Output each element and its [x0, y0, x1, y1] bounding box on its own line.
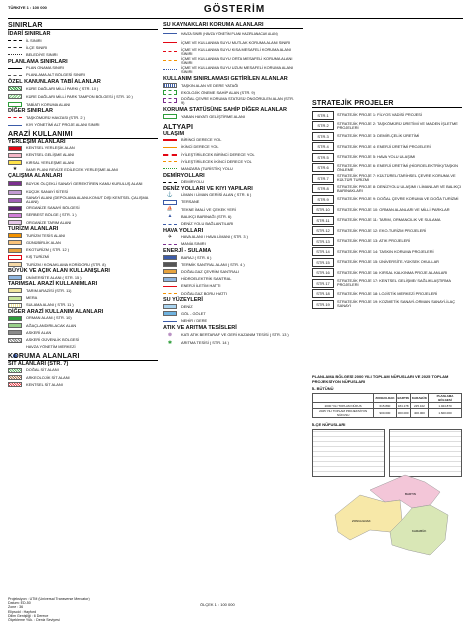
strategic-project-item	[312, 278, 462, 289]
strategic-project-label: STRATEJİK PROJE 1: FİLYOS VADİSİ PROJESİ	[337, 112, 422, 118]
sub-su-yuzey: SU YÜZEYLERİ	[163, 297, 203, 304]
strategic-project-code: STR.1	[312, 111, 334, 120]
strategic-project-label: STRATEJİK PROJE 16: KIRSAL KALKINMA PROJE ALANLARI	[337, 269, 448, 275]
legend-row: TERMİK SANTRAL ALANI ( STR. 4 )	[163, 261, 303, 268]
outline-swatch	[163, 114, 177, 119]
sub-enerji: ENERJİ - SULAMA	[163, 248, 212, 254]
border-line-icon	[8, 117, 22, 118]
sub-planlama: PLANLAMA SINIRLARI	[8, 58, 68, 65]
strategic-project-code: STR.16	[312, 268, 334, 277]
color-swatch	[8, 146, 22, 151]
strategic-project-label: STRATEJİK PROJE 14: TASKIN KORUMA PROJELERİ	[337, 248, 434, 254]
footer-line: Datum: ED-50	[8, 601, 31, 606]
legend-row: KIRSAL YERLEŞME ALANI	[8, 159, 158, 166]
strategic-project-code: STR.12	[312, 226, 334, 235]
color-swatch	[8, 275, 22, 280]
map-label: KARABÜK	[412, 529, 427, 533]
legend-row: BÜYÜK ÖLÇEKLİ SANAYİ GEREKTİREN KAMU KURULUŞ ALANI	[8, 179, 158, 188]
color-swatch	[8, 206, 22, 211]
waste-icon: ⊗	[167, 331, 173, 338]
outline-swatch	[8, 255, 22, 260]
legend-row: HAVZA SINIRI (HAVZA YÖNETİM PLANI HAZIRLANACAK ALAN)	[163, 29, 303, 38]
color-swatch	[163, 277, 177, 282]
legend-row: ÜNİVERSİTE ALANI ( STR. 15 )	[8, 274, 158, 281]
strategic-project-label: STRATEJİK PROJE 17: KENTSEL GELİŞME/ SAĞLIKLAŞTIRMA PROJELERİ	[337, 278, 451, 288]
color-swatch	[8, 262, 22, 267]
color-swatch	[8, 181, 22, 186]
strategic-project-code: STR.3	[312, 132, 334, 141]
center-dot-icon	[8, 345, 22, 350]
strategic-project-item	[312, 299, 462, 310]
strategic-project-code: STR.9	[312, 195, 334, 204]
legend-row: ASKERİ GÜVENLİK BÖLGESİ	[8, 336, 158, 343]
legend-row: BİRİNCİ DERECE YOL	[163, 137, 303, 144]
legend-row: İLÇE SINIRI	[8, 44, 158, 51]
legend-row: ⚓ LİMAN / LİMAN GERİSİ ALAN ( STR. 6 )	[163, 192, 303, 199]
legend-row: ⊗ KATI ATIK BERTARAF VE GERİ KAZANIM TESİSİ ( STR. 13 )	[163, 331, 303, 340]
road-line-icon	[163, 139, 177, 141]
border-line-icon	[8, 40, 22, 41]
strategic-project-code: STR.18	[312, 289, 334, 298]
section-kullanim: KULLANIM SINIRLAMASI GETİRİLEN ALANLAR	[163, 76, 288, 82]
legend-column-1	[8, 22, 158, 388]
legend-row: SULAMA ALANI ( STR. 11 )	[8, 302, 158, 309]
legend-row: İYİLEŞTİRİLECEK İKİNCİ DERECE YOL	[163, 158, 303, 165]
legend-row: TURİZM TESİS ALANI	[8, 232, 158, 239]
footer-line: Ölçekleme Yük. : Deniz Seviyesi	[8, 618, 60, 623]
color-swatch	[8, 288, 22, 293]
border-line-icon	[8, 54, 22, 55]
color-swatch	[8, 248, 22, 253]
strategic-project-label: STRATEJİK PROJE 13: ATIK PROJELERİ	[337, 238, 411, 244]
border-line-icon	[163, 244, 177, 245]
strategic-project-item	[312, 184, 462, 195]
power-line-icon	[163, 286, 177, 287]
color-swatch	[8, 190, 22, 195]
legend-row: PLANLAMA ALT BÖLGESİ SINIRI	[8, 72, 158, 79]
strategic-project-label: STRATEJİK PROJE 4: ENERJİ ÜRETİMİ PROJELERİ	[337, 143, 431, 149]
legend-row: DEMİRYOLU	[163, 179, 303, 186]
legend-row: DENİZ YOLU BAĞLANTILARI	[163, 220, 303, 227]
border-line-icon	[163, 33, 177, 34]
strategic-project-code: STR.7	[312, 174, 334, 183]
color-swatch	[8, 233, 22, 238]
legend-row: KENTSEL SİT ALANI	[8, 381, 158, 388]
legend-row: ARKEOLOJİK SİT ALANI	[8, 374, 158, 381]
strategic-project-item	[312, 131, 462, 142]
sub-ozel: ÖZEL KANUNLARA TABİ ALANLAR	[8, 78, 101, 85]
legend-row: KÜRE DAĞLARI MİLLİ PARK TAMPON BÖLGESİ ( STR. 10 )	[8, 92, 158, 101]
legend-row: ASKERİ ALAN	[8, 329, 158, 336]
legend-row: TAŞKIN ALAN VE DERE YATAĞI	[163, 82, 303, 89]
color-swatch	[163, 269, 177, 274]
legend-row: ✈ HAVA ALANI / HAVA LİMANI ( STR. 3 )	[163, 234, 303, 241]
star-icon: ★	[12, 166, 18, 173]
footer-line: Dilim Genişliği : 6 Derece	[8, 613, 49, 618]
section-sinirlar: SINIRLAR	[8, 22, 158, 30]
strategic-project-item	[312, 236, 462, 247]
table-row: 2000 YILI TOPLAM NÜFUS 615.890 184.178 225.102 1.024.870	[313, 403, 462, 409]
legend-row: ENERJİ İLETİM HATTI	[163, 283, 303, 290]
strategic-project-item	[312, 121, 462, 132]
sub-atik: ATIK VE ARITMA TESİSLERİ	[163, 324, 237, 331]
color-swatch	[8, 220, 22, 225]
hatch-swatch	[8, 375, 22, 380]
outline-swatch	[163, 200, 177, 205]
hatch-swatch	[8, 94, 22, 99]
legend-row: NEHİR / DERE	[163, 318, 303, 325]
anchor-icon: ⚓	[166, 191, 174, 198]
airplane-icon: ✈	[167, 233, 173, 240]
strategic-project-item	[312, 142, 462, 153]
strategic-project-code: STR.13	[312, 237, 334, 246]
legend-row: İÇME VE KULLANMA SUYU MUTLAK KORUMA ALANI SINIRI	[163, 38, 303, 47]
border-line-icon	[8, 75, 22, 76]
sub-calisma: ÇALIŞMA ALANLARI	[8, 173, 63, 180]
legend-row: ORGANİZE SANAYİ BÖLGESİ	[8, 205, 158, 212]
page-title: GÖSTERİM	[203, 4, 266, 15]
strategic-project-code: STR.8	[312, 184, 334, 193]
strategic-project-label: STRATEJİK PROJE 11: TARIM, ORMANCILIK VE SULAMA	[337, 217, 441, 223]
legend-row: YABAN HAYATI GELİŞTİRME ALANI	[163, 113, 303, 120]
strategic-project-label: STRATEJİK PROJE 3: DEMİR-ÇELİK ÜRETİMİ	[337, 133, 420, 139]
map-label: BARTIN	[405, 492, 416, 496]
legend-row: MANİA SINIRI	[163, 241, 303, 248]
strategic-project-item	[312, 205, 462, 216]
legend-row: ORMAN ALANI ( STR. 10)	[8, 315, 158, 322]
color-swatch	[8, 198, 22, 203]
sub-demiryol: DEMİRYOLLARI	[163, 172, 205, 179]
strategic-project-code: STR.4	[312, 142, 334, 151]
legend-row: TURİZM / KONAKLAMA KORİDORU (STR. 8)	[8, 261, 158, 268]
section-su: SU KAYNAKLARI KORUMA ALANLARI	[163, 22, 303, 29]
sea-route-icon	[163, 224, 177, 225]
il-title: İL BÜTÜNÜ	[312, 386, 334, 391]
border-line-icon	[163, 42, 177, 43]
outline-swatch	[8, 102, 22, 107]
border-line-icon	[163, 60, 177, 61]
strategic-projects	[312, 100, 462, 310]
strategic-project-label: STRATEJİK PROJE 6: ENERJİ ÜRETİMİ (HİDROELEKTRİK)/TAŞKIN ÖNLEME	[337, 162, 458, 172]
strategic-project-list	[312, 110, 462, 310]
treatment-icon: ✱	[167, 339, 173, 346]
legend-row: İL SINIRI	[8, 37, 158, 44]
color-swatch	[8, 330, 22, 335]
strategic-project-label: STRATEJİK PROJE 8: DENİZYOLU ULAŞIMI / LİMANLAR VE BALIKÇI BARINAKLARI	[337, 183, 462, 193]
strategic-project-code: STR.5	[312, 153, 334, 162]
region-map	[330, 470, 460, 590]
strategic-project-item	[312, 194, 462, 205]
hatch-swatch	[8, 338, 22, 343]
section-stratejik: STRATEJİK PROJELER	[312, 100, 462, 108]
table-row: 2025 YILI TOPLAM PROJEKSİYON NÜFUSU 900.000 300.000 400.000 1.600.000	[313, 409, 462, 418]
section-koruma: KORUMA ALANLARI	[8, 353, 158, 361]
color-swatch	[8, 316, 22, 321]
legend-row: İKİNCİ DERECE YOL	[163, 144, 303, 151]
strategic-project-code: STR.6	[312, 163, 334, 172]
hatch-swatch	[8, 368, 22, 373]
color-swatch	[163, 304, 177, 309]
legend-row: BARAJ ( STR. 6 )	[163, 254, 303, 261]
legend-row: ★ İMAR PLANI REVİZE EDİLECEK YERLEŞME ALANI	[8, 166, 158, 173]
section-altyapi: ALTYAPI	[163, 123, 194, 131]
sub-hava: HAVA YOLLARI	[163, 227, 204, 234]
legend-row: KENTSEL GELİŞME ALANI	[8, 152, 158, 159]
sub-diger: DİĞER SINIRLAR	[8, 108, 53, 115]
road-line-icon	[163, 161, 177, 162]
strategic-project-label: STRATEJİK PROJE 19: KOZMETİK SANAYİ-ORMAN SANAYİ-İLAÇ SANAYİ	[337, 299, 456, 309]
sub-sit: SİT ALANLARI (STR. 7)	[8, 360, 69, 367]
legend-row: BELEDİYE SINIRI	[8, 51, 158, 58]
road-line-icon	[163, 154, 177, 156]
railway-icon	[163, 182, 177, 183]
strategic-project-item	[312, 257, 462, 268]
section-koruma-statu: KORUMA STATÜSÜNE SAHİP DİĞER ALANLAR	[163, 107, 287, 114]
legend-row: PLAN ONAMA SINIRI	[8, 65, 158, 72]
strategic-project-code: STR.10	[312, 205, 334, 214]
strategic-project-code: STR.15	[312, 258, 334, 267]
legend-row: İÇME VE KULLANMA SUYU UZUN MESAFELİ KORUMA ALANI SINIRI	[163, 65, 303, 74]
legend-row: SERBEST BÖLGE ( STR. 1 )	[8, 212, 158, 219]
outline-swatch	[163, 90, 177, 95]
legend-column-2	[163, 22, 303, 347]
legend-row: ⛵ TEKNE İMALİ VE ÇEKEK YERİ	[163, 206, 303, 213]
strategic-project-label: STRATEJİK PROJE 15: ÜNİVERSİTE-YÜKSEK OKULLAR	[337, 259, 439, 265]
strategic-project-label: STRATEJİK PROJE 5: HAVA YOLU ULAŞIMI	[337, 154, 416, 160]
border-line-icon	[163, 51, 177, 52]
strategic-project-code: STR.17	[312, 279, 334, 288]
legend-row: GÖL - GÖLET	[163, 310, 303, 317]
legend-row: AĞAÇLANDIRILACAK ALAN	[8, 322, 158, 329]
population-title: PLANLAMA BÖLGESİ 2000 YILI TOPLAM NÜFUSLARI VE 2025 TOPLAM PROJEKSİYON NÜFUSLARI	[312, 374, 449, 384]
footer-line: Projeksiyon : UTM (Universal Transverse Mercator)	[8, 597, 90, 601]
sub-ulasim: ULAŞIM	[163, 130, 185, 137]
footer-info	[8, 597, 188, 622]
strategic-project-label: STRATEJİK PROJE 18: LOJİSTİK MERKEZİ PROJELERİ	[337, 290, 438, 296]
strategic-project-code: STR.2	[312, 121, 334, 130]
legend-row: KÜRE DAĞLARI MİLLİ PARKI ( STR. 10 )	[8, 85, 158, 92]
strategic-project-item	[312, 173, 462, 184]
strategic-project-label: STRATEJİK PROJE 7: KÜLTÜREL/TARİHSEL ÇEVRE KORUMA VE KÜLTÜR TURİZMİ	[337, 173, 456, 183]
border-line-icon	[8, 47, 22, 48]
legend-row: KÜÇÜK SANAYİ SİTESİ	[8, 188, 158, 195]
outline-swatch	[163, 98, 177, 103]
strategic-project-item	[312, 226, 462, 237]
strategic-project-item	[312, 163, 462, 174]
road-line-icon	[163, 168, 177, 169]
color-swatch	[8, 153, 22, 158]
scale-header: TÜRKİYE 1 : 100 000	[8, 5, 47, 10]
strategic-project-item	[312, 110, 462, 121]
sub-yerlesim: YERLEŞİM ALANLARI	[8, 138, 66, 145]
legend-row: DOĞALGAZ BORU HATTI	[163, 290, 303, 297]
footer-line: Elipsoid : Hayford	[8, 609, 37, 614]
legend-row: EKOLOJİK ÖNEME SAHİP ALAN (STR. 9)	[163, 89, 303, 96]
road-line-icon	[163, 147, 177, 148]
strategic-project-label: STRATEJİK PROJE 2: TAŞKÖMÜRÜ ÜRETİMİ VE MADEN İŞLETME PROJELERİ	[337, 120, 458, 130]
header-divider	[8, 18, 463, 19]
river-line-icon	[163, 321, 177, 322]
legend-row: MERA	[8, 295, 158, 302]
sub-turizm: TURİZM ALANLARI	[8, 226, 59, 233]
sub-tarim: TARIMSAL ARAZİ KULLANIMLARI	[8, 281, 98, 288]
sub-diger-arazi: DİĞER ARAZİ KULLANIM ALANLARI	[8, 308, 104, 315]
strategic-project-label: STRATEJİK PROJE 12: EKO-TURİZM PROJELERİ	[337, 227, 427, 233]
legend-row: DOĞAL ÇEVRE KORUMA STATÜSÜ ÖNGÖRÜLEN ALAN (STR. 9)	[163, 96, 303, 105]
strategic-project-code: STR.14	[312, 247, 334, 256]
color-swatch	[8, 160, 22, 165]
section-arazi: ARAZİ KULLANIMI	[8, 131, 158, 139]
population-section	[312, 375, 462, 477]
border-line-icon	[8, 68, 22, 69]
color-swatch	[8, 240, 22, 245]
map-label: ZONGULDAK	[352, 519, 371, 523]
color-swatch	[8, 323, 22, 328]
legend-row: GÜNÜBİRLİK ALAN	[8, 239, 158, 246]
table-header-row: ZONGULDAK BARTIN KARABÜK PLANLAMA BÖLGESİ	[313, 394, 462, 403]
fish-icon: ▲	[167, 213, 173, 220]
strategic-project-item	[312, 268, 462, 279]
legend-row: KIYI YÖNETİMİ ALT PROJE ALANI SINIRI	[8, 122, 158, 129]
hatch-swatch	[8, 382, 22, 387]
hatch-swatch	[163, 83, 177, 88]
sub-deniz: DENİZ YOLLARI VE KIYI YAPILARI	[163, 185, 253, 192]
legend-row: DOĞALGAZ ÇEVRİM SANTRALI	[163, 268, 303, 275]
color-swatch	[8, 296, 22, 301]
color-swatch	[8, 213, 22, 218]
legend-row: İYİLEŞTİRİLECEK BİRİNCİ DERECE YOL	[163, 151, 303, 158]
legend-row: İÇME VE KULLANMA SUYU ORTA MESAFELİ KORUMA ALANI SINIRI	[163, 56, 303, 65]
footer-line: Zone : 36	[8, 605, 24, 610]
strategic-project-item	[312, 152, 462, 163]
hatch-swatch	[8, 303, 22, 308]
strategic-project-item	[312, 215, 462, 226]
footer-scale: ÖLÇEK 1 : 100 000	[200, 602, 235, 607]
legend-row: KIŞ TURİZMİ	[8, 254, 158, 261]
pipeline-icon	[163, 293, 177, 294]
legend-row: HAVZA YÖNETİM MERKEZİ	[8, 344, 158, 351]
boat-icon: ⛵	[166, 206, 174, 213]
strategic-project-label: STRATEJİK PROJE 9: DOĞAL ÇEVRE KORUMA VE DOĞA TURİZMİ	[337, 196, 459, 202]
legend-row: DOĞAL SİT ALANI	[8, 367, 158, 374]
hatch-swatch	[8, 86, 22, 91]
legend-row: TARIM ARAZİSİ (STR. 11)	[8, 287, 158, 294]
legend-row: ORGANİZE TARIM ALANI	[8, 219, 158, 226]
legend-row: KENTSEL YERLEŞİK ALAN	[8, 145, 158, 152]
border-line-icon	[8, 125, 22, 126]
color-swatch	[163, 311, 177, 316]
sub-idari: İDARİ SINIRLAR	[8, 31, 51, 37]
legend-row: MANZARA (TURİSTİK) YOLU	[163, 165, 303, 172]
legend-row: ▲ BALIKÇI BARINAĞI (STR. 6)	[163, 213, 303, 220]
il-table	[312, 393, 462, 418]
legend-row: TERSANE	[163, 199, 303, 206]
strategic-project-label: STRATEJİK PROJE 10: ORMAN ALANLARI VE MİLLİ PARKLAR	[337, 206, 450, 212]
strategic-project-item	[312, 247, 462, 258]
legend-row: TAŞKÖMÜRÜ HAVZASI (STR. 2 )	[8, 114, 158, 121]
legend-row: HİDROELEKTRİK SANTRAL	[163, 276, 303, 283]
color-swatch	[163, 262, 177, 267]
strategic-project-code: STR.19	[312, 300, 334, 309]
legend-row: ✱ ARITMA TESİSİ ( STR. 14 )	[163, 340, 303, 347]
color-swatch	[163, 255, 177, 260]
strategic-project-item	[312, 289, 462, 300]
legend-row: SANAYİ ALANI (DEPOLAMA ALANI-KONUT DIŞI KENTSEL ÇALIŞMA ALANI)	[8, 196, 158, 205]
sub-buyuk: BÜYÜK VE AÇIK ALAN KULLANIŞLARI	[8, 268, 110, 275]
ilce-title: İLÇE NÜFUSLARI	[312, 422, 346, 427]
legend-row: EKOTURİZM ( STR. 12 )	[8, 247, 158, 254]
legend-row: DENİZ	[163, 303, 303, 310]
border-line-icon	[163, 69, 177, 70]
legend-row: TABİATI KORUMA ALANI	[8, 101, 158, 108]
legend-row: İÇME VE KULLANMA SUYU KISA MESAFELİ KORUMA ALANI SINIRI	[163, 47, 303, 56]
strategic-project-code: STR.11	[312, 216, 334, 225]
